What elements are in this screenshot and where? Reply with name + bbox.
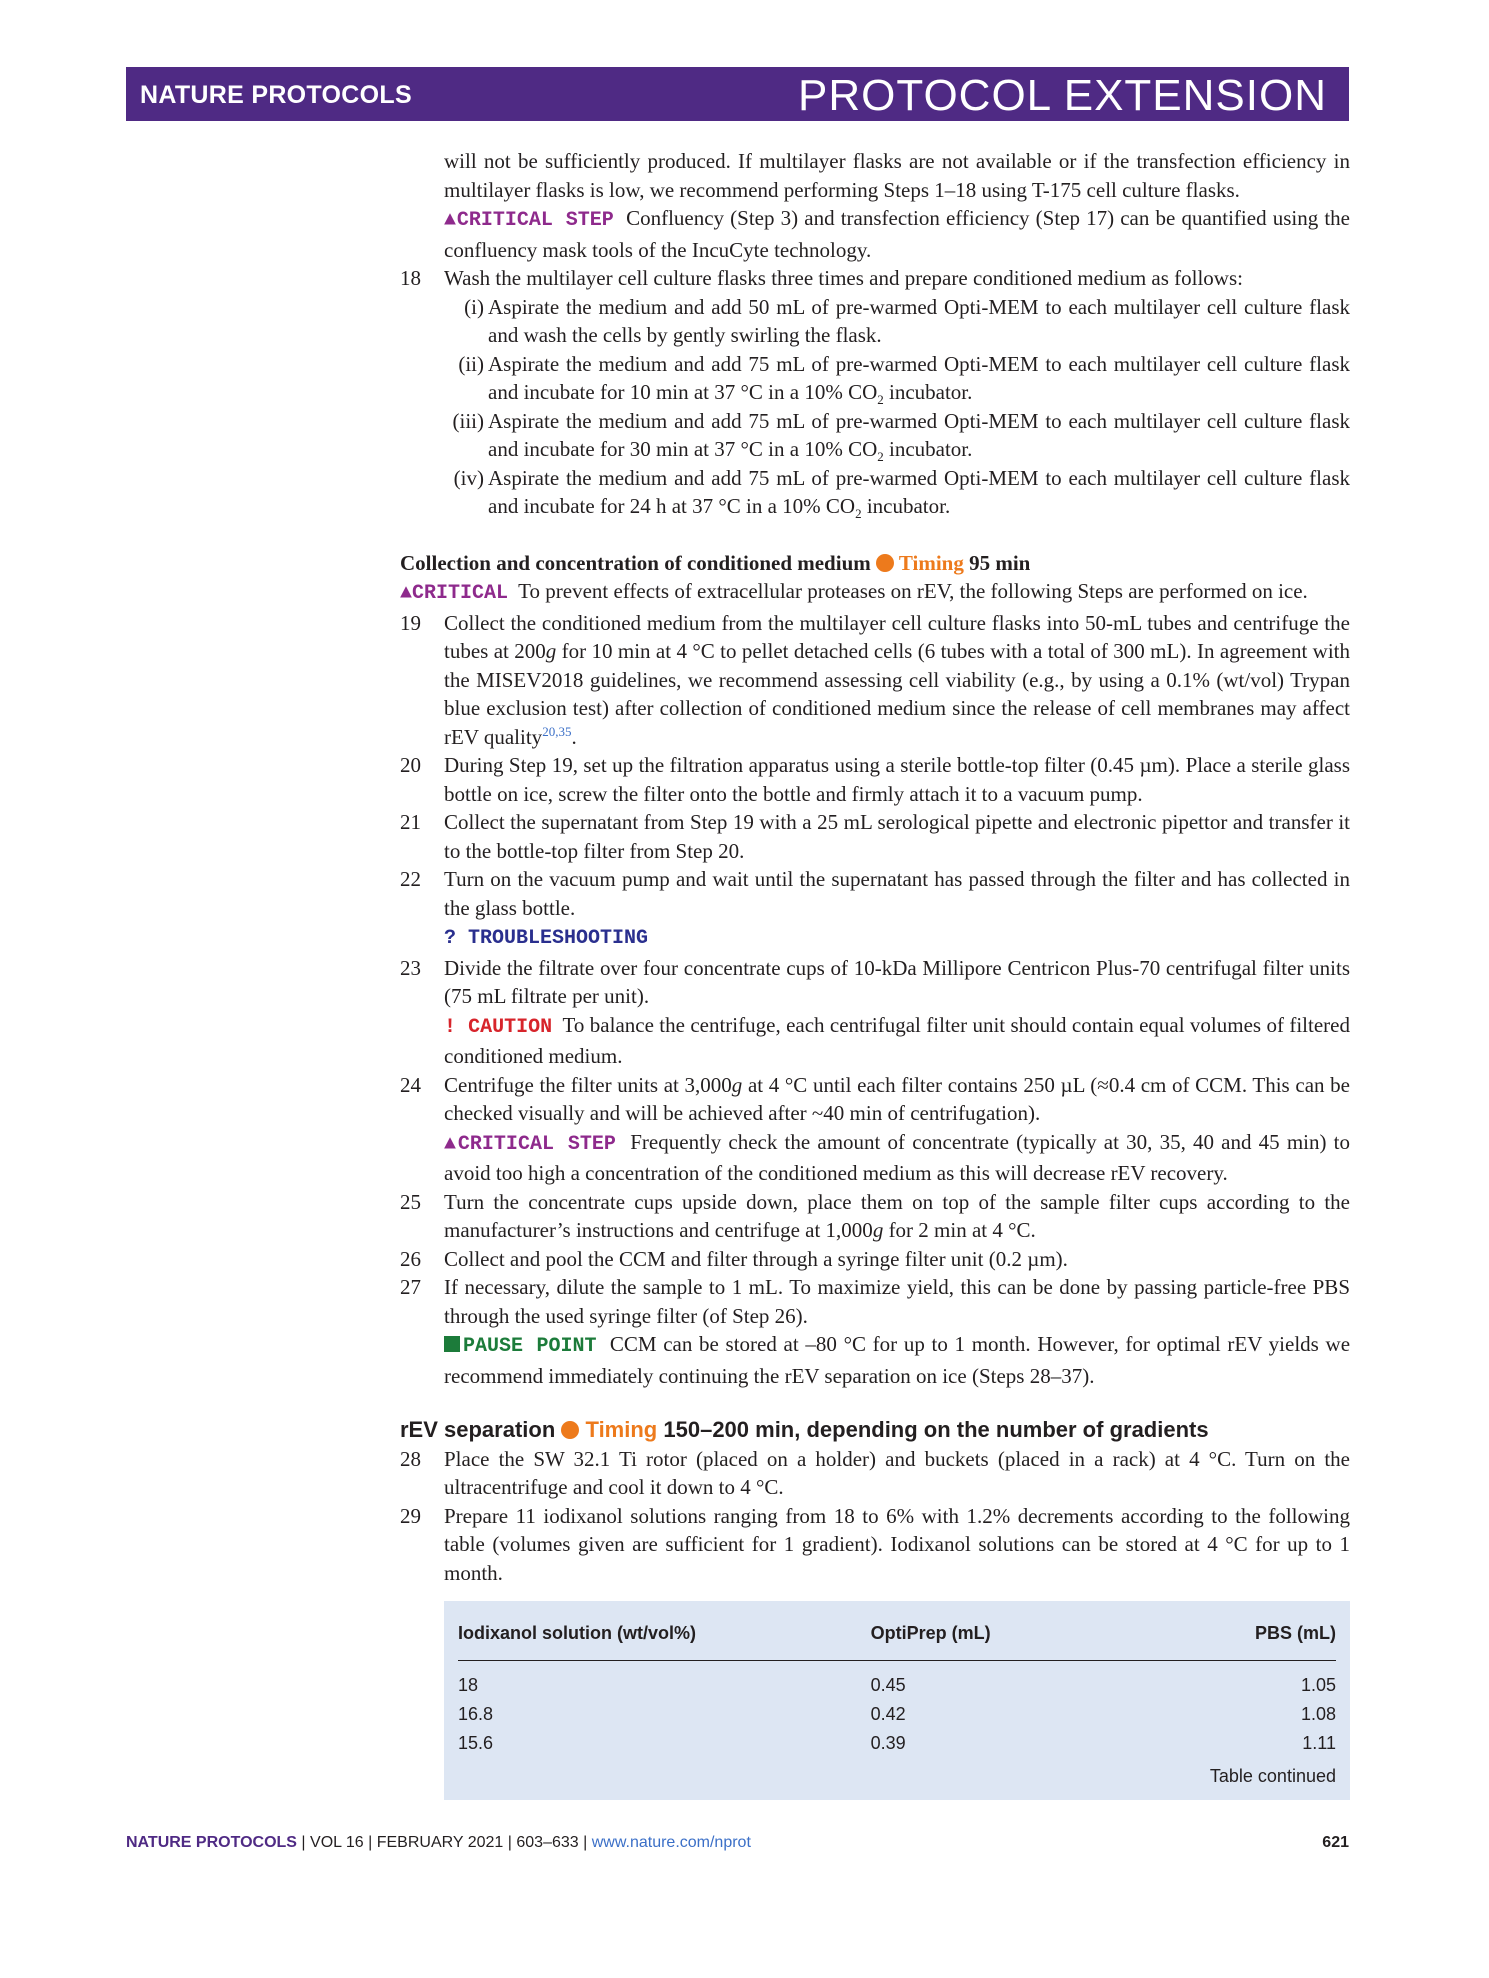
step-25: 25 Turn the concentrate cups upside down, place them on top of the sample filter cups according to the manufacturer’s instructions and centrifuge at 1,000g for 2 min at 4 °C. (400, 1189, 1350, 1242)
step-18-iii: (iii) Aspirate the medium and add 75 mL of pre-warmed Opti-MEM to each multilayer cell culture flask and incubate for 30 min at 37 °C in a 10% $CO_2$ incubator. (452, 408, 1350, 465)
pause-point-label: PAUSE POINT (463, 1335, 597, 1358)
step-18-ii: (ii) Aspirate the medium and add 75 mL of pre-warmed Opti-MEM to each multilayer cell culture flask and incubate for 10 min at 37 °C in a 10% $CO_2$ incubator. (458, 351, 1350, 408)
intro-paragraph: will not be sufficiently produced. If multilayer flasks are not available or if the transfection efficiency in multilayer flasks is low, we recommend performing Steps 1–18 using T-175 cell culture flasks. (444, 149, 1350, 202)
step-21: 21 Collect the supernatant from Step 19 with a 25 mL serological pipette and electronic pipettor and transfer it to the bottle-top filter from Step 20. (400, 810, 1350, 863)
intro-critical-step: ▲CRITICAL STEP Confluency (Step 3) and transfection efficiency (Step 17) can be quantified using the confluency mask tools of the IncuCyte technology. (444, 206, 1351, 262)
table-row: 16.8 0.42 1.08 (458, 1703, 1336, 1724)
caution-label: ! CAUTION (444, 1015, 553, 1039)
section-critical: ▲CRITICAL To prevent effects of extracellular proteases on rEV, the following Steps are performed on ice. (400, 579, 1308, 605)
column-header: OptiPrep (mL) (871, 1613, 1187, 1660)
step-18: 18 Wash the multilayer cell culture flasks three times and prepare conditioned medium as follows: (400, 266, 1243, 290)
footer-journal: NATURE PROTOCOLS (126, 1834, 297, 1851)
step-23: 23 Divide the filtrate over four concentrate cups of 10-kDa Millipore Centricon Plus-70 centrifugal filter units (75 mL filtrate per unit). (400, 955, 1350, 1008)
step-18-iv: (iv) Aspirate the medium and add 75 mL of pre-warmed Opti-MEM to each multilayer cell culture flask and incubate for 24 h at 37 °C in a 10% $CO_2$ incubator. (453, 465, 1350, 522)
step-27: 27 If necessary, dilute the sample to 1 mL. To maximize yield, this can be done by passing particle-free PBS through the used syringe filter (of Step 26). (400, 1275, 1350, 1328)
column-header: PBS (mL) (1187, 1613, 1336, 1660)
pause-square-icon (444, 1336, 460, 1352)
troubleshooting-label: ? TROUBLESHOOTING (444, 927, 649, 950)
step-28: 28 Place the SW 32.1 Ti rotor (placed on a holder) and buckets (placed in a rack) at 4 °C. Turn on the ultracentrifuge and cool it down to 4 °C. (400, 1446, 1350, 1499)
timing-dot-icon (561, 1421, 579, 1439)
step-24: 24 Centrifuge the filter units at 3,000g at 4 °C until each filter contains 250 µL (≈0.4 cm of CCM. This can be checked visually and will be achieved after ~40 min of centrifugation). (400, 1072, 1350, 1125)
page-footer: NATURE PROTOCOLS | VOL 16 | FEBRUARY 2021 | 603–633 | www.nature.com/nprot 621 (126, 1834, 1349, 1851)
table-continued-note: Table continued (1209, 1765, 1336, 1786)
step-20: 20 During Step 19, set up the filtration apparatus using a sterile bottle-top filter (0.45 µm). Place a sterile glass bottle on ice, screw the filter onto the bottle and firmly attach it to a vacuum pump. (400, 753, 1350, 806)
step-29: 29 Prepare 11 iodixanol solutions ranging from 18 to 6% with 1.2% decrements according to the following table (volumes given are sufficient for 1 gradient). Iodixanol solutions can be stored at 4 °C for up to 1 month. (400, 1503, 1350, 1585)
step-19: 19 Collect the conditioned medium from the multilayer cell culture flasks into 50-mL tubes and centrifuge the tubes at 200g for 10 min at 4 °C to pellet detached cells (6 tubes with a total of 300 mL). In agreement with the MISEV2018 guidelines, we recommend assessing cell viability (e.g., by using a 0.1% (wt/vol) Trypan blue exclusion test) after collection of conditioned medium since the release of cell membranes may affect rEV quality$^{20,35}$. (400, 610, 1350, 749)
section-heading-separation: rEV separation Timing 150–200 min, depending on the number of gradients (400, 1417, 1209, 1442)
step-22: 22 Turn on the vacuum pump and wait until the supernatant has passed through the filter and has collected in the glass bottle. (400, 867, 1350, 920)
pause-point-note: PAUSE POINT CCM can be stored at –80 °C for up to 1 month. However, for optimal rEV yields we recommend immediately continuing the rEV separation on ice (Steps 28–37). (444, 1332, 1351, 1388)
citation-link[interactable]: 20,35 (542, 723, 572, 739)
critical-step-label: ▲CRITICAL STEP (444, 1132, 616, 1156)
journal-url-link[interactable]: www.nature.com/nprot (591, 1834, 751, 1851)
article-body (400, 147, 1350, 1800)
article-type: PROTOCOL EXTENSION (798, 71, 1327, 120)
page-number: 621 (1322, 1834, 1349, 1851)
critical-label: ▲CRITICAL (400, 582, 509, 605)
table-header-row (458, 1613, 1336, 1660)
step-26: 26 Collect and pool the CCM and filter through a syringe filter unit (0.2 µm). (400, 1246, 1068, 1271)
step-18-i: (i) Aspirate the medium and add 50 mL of pre-warmed Opti-MEM to each multilayer cell culture flask and wash the cells by gently swirling the flask. (464, 294, 1350, 347)
column-header: Iodixanol solution (wt/vol%) (458, 1613, 871, 1660)
troubleshooting-note (400, 922, 1350, 954)
timing-dot-icon (876, 554, 894, 572)
journal-name: NATURE PROTOCOLS (140, 81, 412, 109)
section-heading-collection: Collection and concentration of conditioned medium Timing 95 min (400, 550, 1031, 575)
page-header (126, 67, 1349, 121)
iodixanol-table (444, 1601, 1350, 1800)
step-24-critical: ▲CRITICAL STEP Frequently check the amount of concentrate (typically at 30, 35, 40 and 45 min) to avoid too high a concentration of the conditioned medium as this will decrease rEV recovery. (444, 1129, 1351, 1185)
caution-note: ! CAUTION To balance the centrifuge, each centrifugal filter unit should contain equal volumes of filtered conditioned medium. (444, 1012, 1350, 1068)
table-row: 15.6 0.39 1.11 (458, 1732, 1336, 1753)
table-row: 18 0.45 1.05 (458, 1674, 1336, 1695)
critical-step-label: ▲CRITICAL STEP (444, 209, 614, 232)
